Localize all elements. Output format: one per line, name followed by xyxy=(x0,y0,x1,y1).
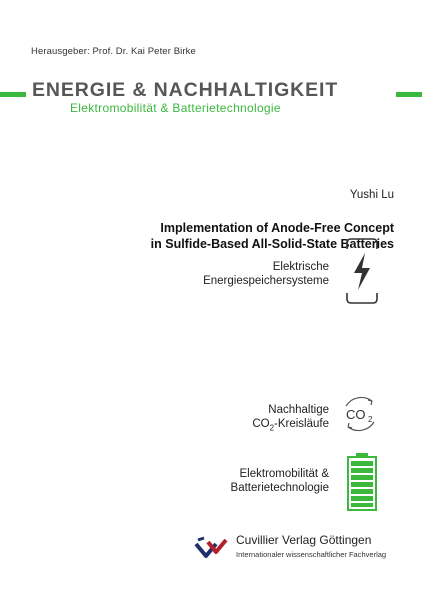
topic-co2-cycles-line-2: $CO_2$-Kreisläufe xyxy=(252,418,329,433)
publisher-name: Cuvillier Verlag Göttingen xyxy=(236,533,372,547)
topic-co2-cycles-line-1: Nachhaltige xyxy=(268,404,329,416)
publisher-logo xyxy=(194,534,230,562)
accent-bar-left xyxy=(0,92,26,97)
book-author: Yushi Lu xyxy=(349,189,394,201)
topic-co2-cycles xyxy=(89,403,329,435)
series-editor: Herausgeber: Prof. Dr. Kai Peter Birke xyxy=(31,46,196,57)
book-title-line-1: Implementation of Anode-Free Concept xyxy=(160,221,394,235)
topic-emobility xyxy=(89,467,329,495)
topic-emobility-line-1: Elektromobilität & xyxy=(239,468,329,480)
topic-energy-storage-line-2: Energiespeichersysteme xyxy=(203,275,329,287)
accent-bar-right xyxy=(396,92,422,97)
topic-energy-storage-line-1: Elektrische xyxy=(272,261,329,273)
series-subtitle: Elektromobilität & Batterietechnologie xyxy=(70,101,281,115)
book-title-line-2: in Sulfide-Based All-Solid-State Batteries xyxy=(150,237,394,251)
topic-emobility-line-2: Batterietechnologie xyxy=(230,482,329,494)
co2-icon-label: CO xyxy=(346,407,366,422)
publisher-tagline: Internationaler wissenschaftlicher Fachverlag xyxy=(236,550,387,559)
co2-cycle-icon xyxy=(338,392,382,436)
lightning-phone-icon xyxy=(342,235,382,307)
book-title xyxy=(34,220,394,252)
series-title: ENERGIE & NACHHALTIGKEIT xyxy=(32,79,339,101)
battery-icon xyxy=(342,452,382,512)
co2-icon-subscript: 2 xyxy=(368,415,373,424)
topic-energy-storage xyxy=(89,260,329,288)
